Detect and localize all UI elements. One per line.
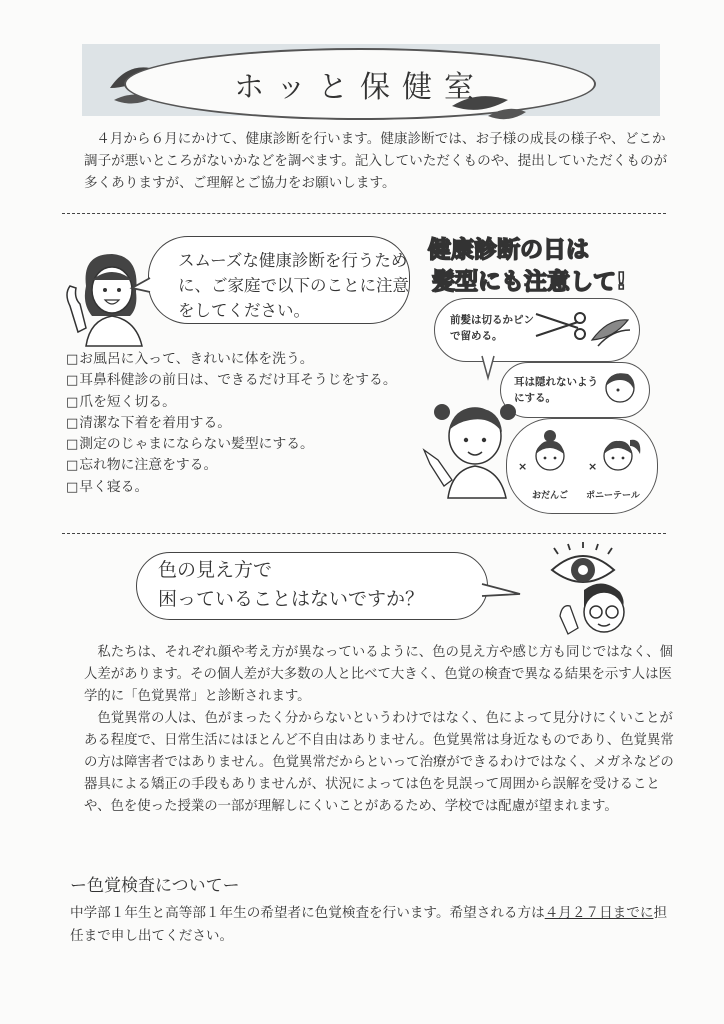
speech-tail-icon — [480, 580, 522, 602]
checkbox-icon: □ — [66, 415, 79, 431]
x-mark-odango: × — [518, 460, 528, 473]
label-odango: おだんご — [532, 491, 569, 501]
color-vision-speech-line1: 色の見え方で — [158, 559, 273, 581]
intro-paragraph: ４月から６月にかけて、健康診断を行います。健康診断では、お子様の成長の様子や、どこか調子が悪いところがないかなどを調べます。記入していただくものや、提出していただくものが多くありますが、ご理解とご協力をお願いします。 — [84, 131, 668, 191]
bangs-tip-text: 前髪は切るかピンで留める。 — [450, 314, 534, 342]
list-item: □ 清潔な下着を着用する。 — [66, 413, 426, 434]
hairpin-icon — [588, 314, 632, 348]
speech-tail-icon — [130, 276, 154, 296]
checkbox-icon: □ — [66, 479, 79, 495]
list-item: □ 早く寝る。 — [66, 477, 426, 498]
divider-1 — [62, 213, 666, 214]
boy-glasses-illustration-icon — [556, 578, 632, 638]
checkbox-icon: □ — [66, 373, 79, 389]
list-item: □ 耳鼻科健診の前日は、できるだけ耳そうじをする。 — [66, 370, 426, 391]
color-test-text-before: 中学部１年生と高等部１年生の希望者に色覚検査を行います。希望される方は — [70, 905, 545, 921]
list-item: □ 爪を短く切る。 — [66, 392, 426, 413]
color-test-deadline: ４月２７日までに — [544, 905, 654, 921]
color-test-text — [70, 902, 670, 948]
color-test-title: ー色覚検査についてー — [70, 876, 240, 896]
color-vision-speech-line2: 困っていることはないですか？ — [158, 588, 425, 610]
list-item: □ 測定のじゃまにならない髪型にする。 — [66, 434, 426, 455]
scissors-icon — [534, 306, 588, 346]
color-vision-paragraph-1: 私たちは、それぞれ顔や考え方が異なっているように、色の見え方や感じ方も同じではなく、個人差があります。その個人差が大多数の人と比べて大きく、色覚の検査で異なる結果を示す人は医学的に「色覚異常」と診断されます。 — [84, 645, 673, 704]
odango-girl-icon — [528, 428, 572, 476]
hair-notice-title-line2: 髪型にも注意して! — [432, 269, 627, 295]
list-item: □ お風呂に入って、きれいに体を洗う。 — [66, 349, 426, 370]
girl-side-face-icon — [600, 366, 640, 410]
color-vision-speech-text — [158, 556, 478, 614]
label-ponytail: ポニーテール — [586, 491, 640, 501]
divider-2 — [62, 533, 666, 534]
nurse-illustration-icon — [56, 246, 156, 346]
ears-tip-text: 耳は隠れないようにする。 — [514, 376, 598, 404]
list-item: □ 忘れ物に注意をする。 — [66, 455, 426, 476]
checkbox-icon: □ — [66, 458, 79, 474]
hair-notice-title — [428, 234, 658, 298]
speech-tail-icon — [478, 354, 498, 380]
ponytail-girl-icon — [596, 428, 644, 476]
checkup-speech-text: スムーズな健康診断を行うために、ご家庭で以下のことに注意をしてください。 — [178, 251, 409, 320]
color-vision-paragraph-2: 色覚異常の人は、色がまったく分からないというわけではなく、色によって見分けにくいことがある程度で、日常生活にはほとんど不自由はありません。色覚異常は身近なものであり、色覚異常の方は障害者ではありません。色覚異常だからといって治療ができるわけではなく、メガネなどの器具による矯正の手段もありませんが、状況によっては色を見誤って周囲から誤解を受けることや、色を使った授業の一部が理解しにくいことがあるため、学校では配慮が望まれます。 — [84, 711, 674, 814]
page-title: ホッと保健室 — [234, 70, 486, 105]
checkbox-icon: □ — [66, 394, 79, 410]
color-test-text-after: 担任まで申し出てください。 — [70, 905, 668, 944]
checkbox-icon: □ — [66, 437, 79, 453]
checklist — [66, 349, 426, 498]
hair-notice-title-line1: 健康診断の日は — [428, 237, 589, 263]
checkbox-icon: □ — [66, 352, 79, 367]
x-mark-ponytail: × — [588, 460, 598, 473]
